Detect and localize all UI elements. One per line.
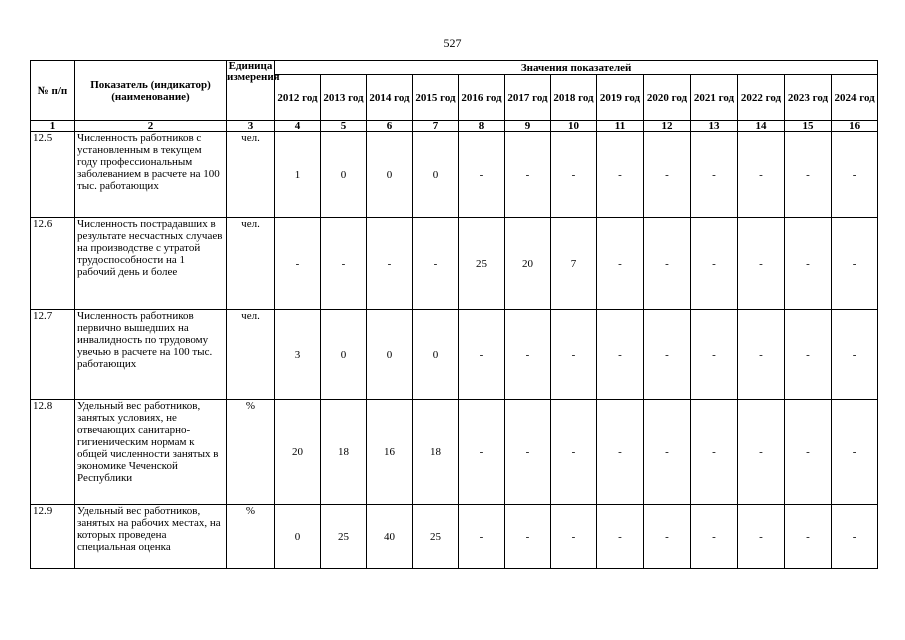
value-cell: 0 xyxy=(367,132,413,218)
value-cell: - xyxy=(505,400,551,505)
indicator-name: Численность работников с установленным в текущем году профессиональным заболеванием в расчете на 100 тыс. работающих xyxy=(75,132,227,218)
value-cell: 18 xyxy=(321,400,367,505)
indicator-name: Численность пострадавших в результате несчастных случаев на производстве с утратой трудоспособности на 1 рабочий день и более xyxy=(75,218,227,310)
value-cell: - xyxy=(691,132,738,218)
value-cell: - xyxy=(413,218,459,310)
header-year: 2013 год xyxy=(321,75,367,121)
value-cell: - xyxy=(644,310,691,400)
header-col-number: 2 xyxy=(75,121,227,132)
value-cell: - xyxy=(832,400,878,505)
value-cell: - xyxy=(738,218,785,310)
header-col-number: 1 xyxy=(31,121,75,132)
value-cell: - xyxy=(597,505,644,569)
value-cell: - xyxy=(738,310,785,400)
value-cell: - xyxy=(832,218,878,310)
value-cell: - xyxy=(832,505,878,569)
value-cell: - xyxy=(321,218,367,310)
value-cell: - xyxy=(644,400,691,505)
value-cell: 0 xyxy=(321,132,367,218)
value-cell: - xyxy=(785,132,832,218)
value-cell: - xyxy=(275,218,321,310)
header-year: 2016 год xyxy=(459,75,505,121)
unit: чел. xyxy=(227,132,275,218)
table-row xyxy=(31,218,878,310)
value-cell: 0 xyxy=(413,132,459,218)
header-col-number: 10 xyxy=(551,121,597,132)
unit: % xyxy=(227,505,275,569)
value-cell: 25 xyxy=(459,218,505,310)
header-col-number: 11 xyxy=(597,121,644,132)
value-cell: 3 xyxy=(275,310,321,400)
value-cell: - xyxy=(505,505,551,569)
value-cell: 0 xyxy=(413,310,459,400)
unit: чел. xyxy=(227,218,275,310)
value-cell: 0 xyxy=(275,505,321,569)
value-cell: - xyxy=(738,132,785,218)
value-cell: 20 xyxy=(505,218,551,310)
value-cell: - xyxy=(691,218,738,310)
header-col-number: 4 xyxy=(275,121,321,132)
header-year: 2015 год xyxy=(413,75,459,121)
header-year: 2014 год xyxy=(367,75,413,121)
header-col-number: 7 xyxy=(413,121,459,132)
header-year: 2023 год xyxy=(785,75,832,121)
value-cell: 0 xyxy=(321,310,367,400)
value-cell: - xyxy=(597,400,644,505)
value-cell: 25 xyxy=(321,505,367,569)
value-cell: - xyxy=(644,505,691,569)
value-cell: - xyxy=(785,218,832,310)
table-row xyxy=(31,132,878,218)
header-year: 2022 год xyxy=(738,75,785,121)
value-cell: - xyxy=(691,310,738,400)
table-row xyxy=(31,310,878,400)
value-cell: - xyxy=(551,400,597,505)
value-cell: - xyxy=(738,400,785,505)
value-cell: - xyxy=(738,505,785,569)
row-number: 12.9 xyxy=(31,505,75,569)
value-cell: - xyxy=(691,505,738,569)
value-cell: 16 xyxy=(367,400,413,505)
header-year: 2019 год xyxy=(597,75,644,121)
header-year: 2020 год xyxy=(644,75,691,121)
indicators-table xyxy=(30,60,878,569)
value-cell: - xyxy=(691,400,738,505)
header-col-number: 13 xyxy=(691,121,738,132)
header-col-number: 16 xyxy=(832,121,878,132)
header-col-number: 9 xyxy=(505,121,551,132)
value-cell: - xyxy=(644,218,691,310)
value-cell: 18 xyxy=(413,400,459,505)
value-cell: - xyxy=(459,310,505,400)
row-number: 12.8 xyxy=(31,400,75,505)
value-cell: - xyxy=(785,505,832,569)
unit: чел. xyxy=(227,310,275,400)
value-cell: - xyxy=(551,505,597,569)
header-year: 2017 год xyxy=(505,75,551,121)
value-cell: 1 xyxy=(275,132,321,218)
header-col-number: 6 xyxy=(367,121,413,132)
row-number: 12.5 xyxy=(31,132,75,218)
value-cell: 40 xyxy=(367,505,413,569)
table-row xyxy=(31,400,878,505)
header-year: 2012 год xyxy=(275,75,321,121)
value-cell: - xyxy=(785,400,832,505)
value-cell: - xyxy=(597,310,644,400)
value-cell: 7 xyxy=(551,218,597,310)
value-cell: 0 xyxy=(367,310,413,400)
value-cell: - xyxy=(459,505,505,569)
header-num: № п/п xyxy=(31,61,75,121)
value-cell: - xyxy=(459,400,505,505)
header-col-number: 14 xyxy=(738,121,785,132)
header-year: 2018 год xyxy=(551,75,597,121)
indicator-name: Численность работников первично вышедших на инвалидность по трудовому увечью в расчете на 100 тыс. работающих xyxy=(75,310,227,400)
value-cell: 20 xyxy=(275,400,321,505)
value-cell: - xyxy=(597,132,644,218)
value-cell: - xyxy=(367,218,413,310)
value-cell: - xyxy=(832,132,878,218)
header-name: Показатель (индикатор) (наименование) xyxy=(75,61,227,121)
header-col-number: 12 xyxy=(644,121,691,132)
value-cell: - xyxy=(505,310,551,400)
unit: % xyxy=(227,400,275,505)
value-cell: - xyxy=(551,132,597,218)
value-cell: 25 xyxy=(413,505,459,569)
header-year: 2024 год xyxy=(832,75,878,121)
value-cell: - xyxy=(785,310,832,400)
header-unit: Единица измерения xyxy=(227,61,275,121)
header-values-group: Значения показателей xyxy=(275,61,878,75)
table-row xyxy=(31,505,878,569)
indicator-name: Удельный вес работников, занятых условиях, не отвечающих санитарно-гигиеническим нормам к общей численности занятых в экономике Чеченской Республики xyxy=(75,400,227,505)
value-cell: - xyxy=(644,132,691,218)
row-number: 12.6 xyxy=(31,218,75,310)
header-col-number: 8 xyxy=(459,121,505,132)
header-year: 2021 год xyxy=(691,75,738,121)
value-cell: - xyxy=(505,132,551,218)
value-cell: - xyxy=(459,132,505,218)
header-col-number: 15 xyxy=(785,121,832,132)
page-number: 527 xyxy=(443,36,462,50)
indicator-name: Удельный вес работников, занятых на рабочих местах, на которых проведена специальная оценка xyxy=(75,505,227,569)
header-col-number: 5 xyxy=(321,121,367,132)
value-cell: - xyxy=(551,310,597,400)
value-cell: - xyxy=(832,310,878,400)
header-col-number: 3 xyxy=(227,121,275,132)
row-number: 12.7 xyxy=(31,310,75,400)
value-cell: - xyxy=(597,218,644,310)
